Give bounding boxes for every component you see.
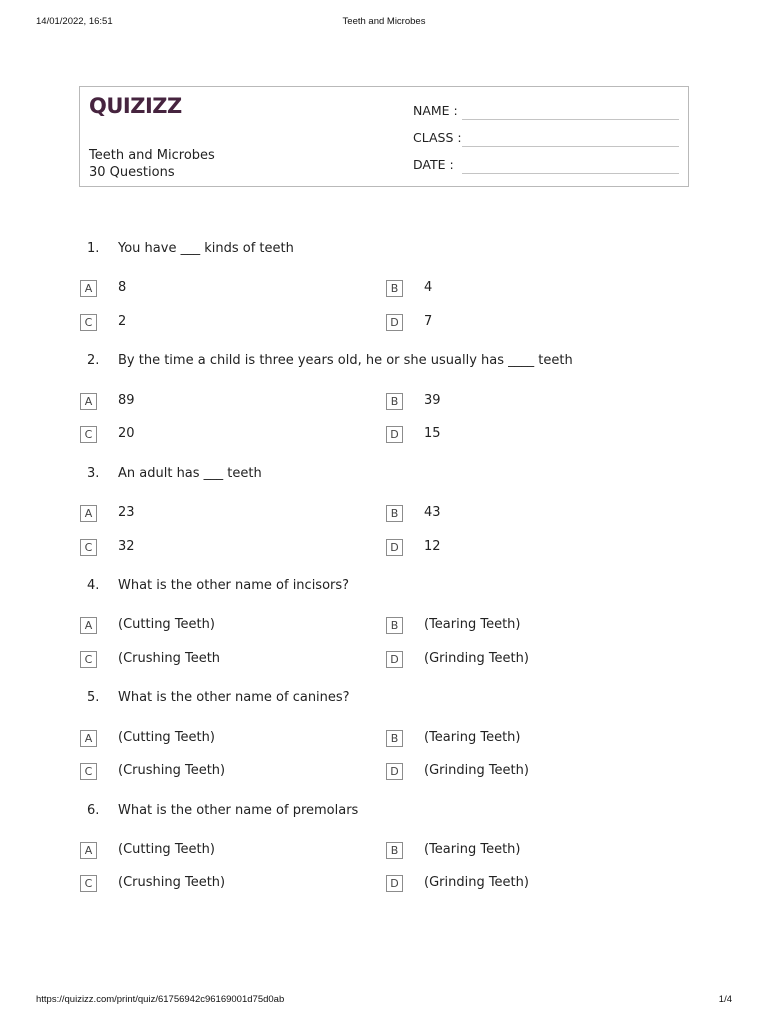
page-number: 1/4 [718, 994, 732, 1005]
name-label: NAME : [413, 103, 458, 118]
option-text: (Tearing Teeth) [424, 730, 521, 745]
option-text: 7 [424, 314, 433, 329]
question-number: 1. [87, 241, 100, 256]
class-label: CLASS : [413, 130, 462, 145]
name-line [462, 119, 679, 120]
option-letter-box: B [386, 617, 403, 634]
option-letter-box: B [386, 393, 403, 410]
question-text: You have ___ kinds of teeth [118, 241, 294, 256]
option-letter-box: D [386, 651, 403, 668]
option-text: 43 [424, 505, 441, 520]
option-letter-box: C [80, 651, 97, 668]
option-letter-box: B [386, 505, 403, 522]
option-letter-box: B [386, 730, 403, 747]
option-text: 15 [424, 426, 441, 441]
option-text: 20 [118, 426, 135, 441]
class-line [462, 146, 679, 147]
option-letter-box: C [80, 875, 97, 892]
option-letter-box: B [386, 842, 403, 859]
option-letter-box: A [80, 730, 97, 747]
question-number: 4. [87, 578, 100, 593]
option-text: (Grinding Teeth) [424, 875, 529, 890]
option-letter-box: C [80, 763, 97, 780]
option-text: (Crushing Teeth [118, 651, 221, 666]
option-letter-box: A [80, 505, 97, 522]
option-text: 8 [118, 280, 127, 295]
question-text: What is the other name of canines? [118, 690, 350, 705]
option-text: (Cutting Teeth) [118, 617, 215, 632]
option-text: 12 [424, 539, 441, 554]
print-url: https://quizizz.com/print/quiz/61756942c96169001d75d0ab [36, 994, 285, 1005]
option-text: 39 [424, 393, 441, 408]
question-text: By the time a child is three years old, he or she usually has ____ teeth [118, 353, 573, 368]
option-text: 32 [118, 539, 135, 554]
option-letter-box: A [80, 393, 97, 410]
option-letter-box: C [80, 539, 97, 556]
option-text: 2 [118, 314, 127, 329]
option-text: (Tearing Teeth) [424, 842, 521, 857]
option-text: (Cutting Teeth) [118, 842, 215, 857]
quizizz-logo: QUIZIZZ [89, 94, 182, 118]
option-text: (Crushing Teeth) [118, 875, 226, 890]
option-text: (Grinding Teeth) [424, 651, 529, 666]
option-letter-box: D [386, 875, 403, 892]
question-text: What is the other name of premolars [118, 803, 359, 818]
option-letter-box: D [386, 539, 403, 556]
option-text: 23 [118, 505, 135, 520]
print-timestamp: 14/01/2022, 16:51 [36, 16, 113, 27]
print-footer [36, 994, 732, 1010]
option-text: 4 [424, 280, 433, 295]
option-letter-box: D [386, 314, 403, 331]
print-page-title: Teeth and Microbes [342, 16, 426, 27]
quiz-title: Teeth and Microbes [89, 148, 215, 163]
question-count: 30 Questions [89, 165, 175, 180]
option-letter-box: A [80, 842, 97, 859]
option-letter-box: C [80, 426, 97, 443]
option-letter-box: C [80, 314, 97, 331]
option-text: (Tearing Teeth) [424, 617, 521, 632]
print-header [36, 16, 732, 32]
question-number: 6. [87, 803, 100, 818]
question-number: 5. [87, 690, 100, 705]
option-letter-box: B [386, 280, 403, 297]
option-letter-box: D [386, 763, 403, 780]
worksheet-info-box [79, 86, 689, 187]
question-text: An adult has ___ teeth [118, 466, 262, 481]
option-text: (Crushing Teeth) [118, 763, 226, 778]
question-number: 2. [87, 353, 100, 368]
option-text: (Grinding Teeth) [424, 763, 529, 778]
option-letter-box: A [80, 617, 97, 634]
option-letter-box: D [386, 426, 403, 443]
date-label: DATE : [413, 157, 454, 172]
date-line [462, 173, 679, 174]
option-text: (Cutting Teeth) [118, 730, 215, 745]
option-text: 89 [118, 393, 135, 408]
option-letter-box: A [80, 280, 97, 297]
question-text: What is the other name of incisors? [118, 578, 350, 593]
question-number: 3. [87, 466, 100, 481]
